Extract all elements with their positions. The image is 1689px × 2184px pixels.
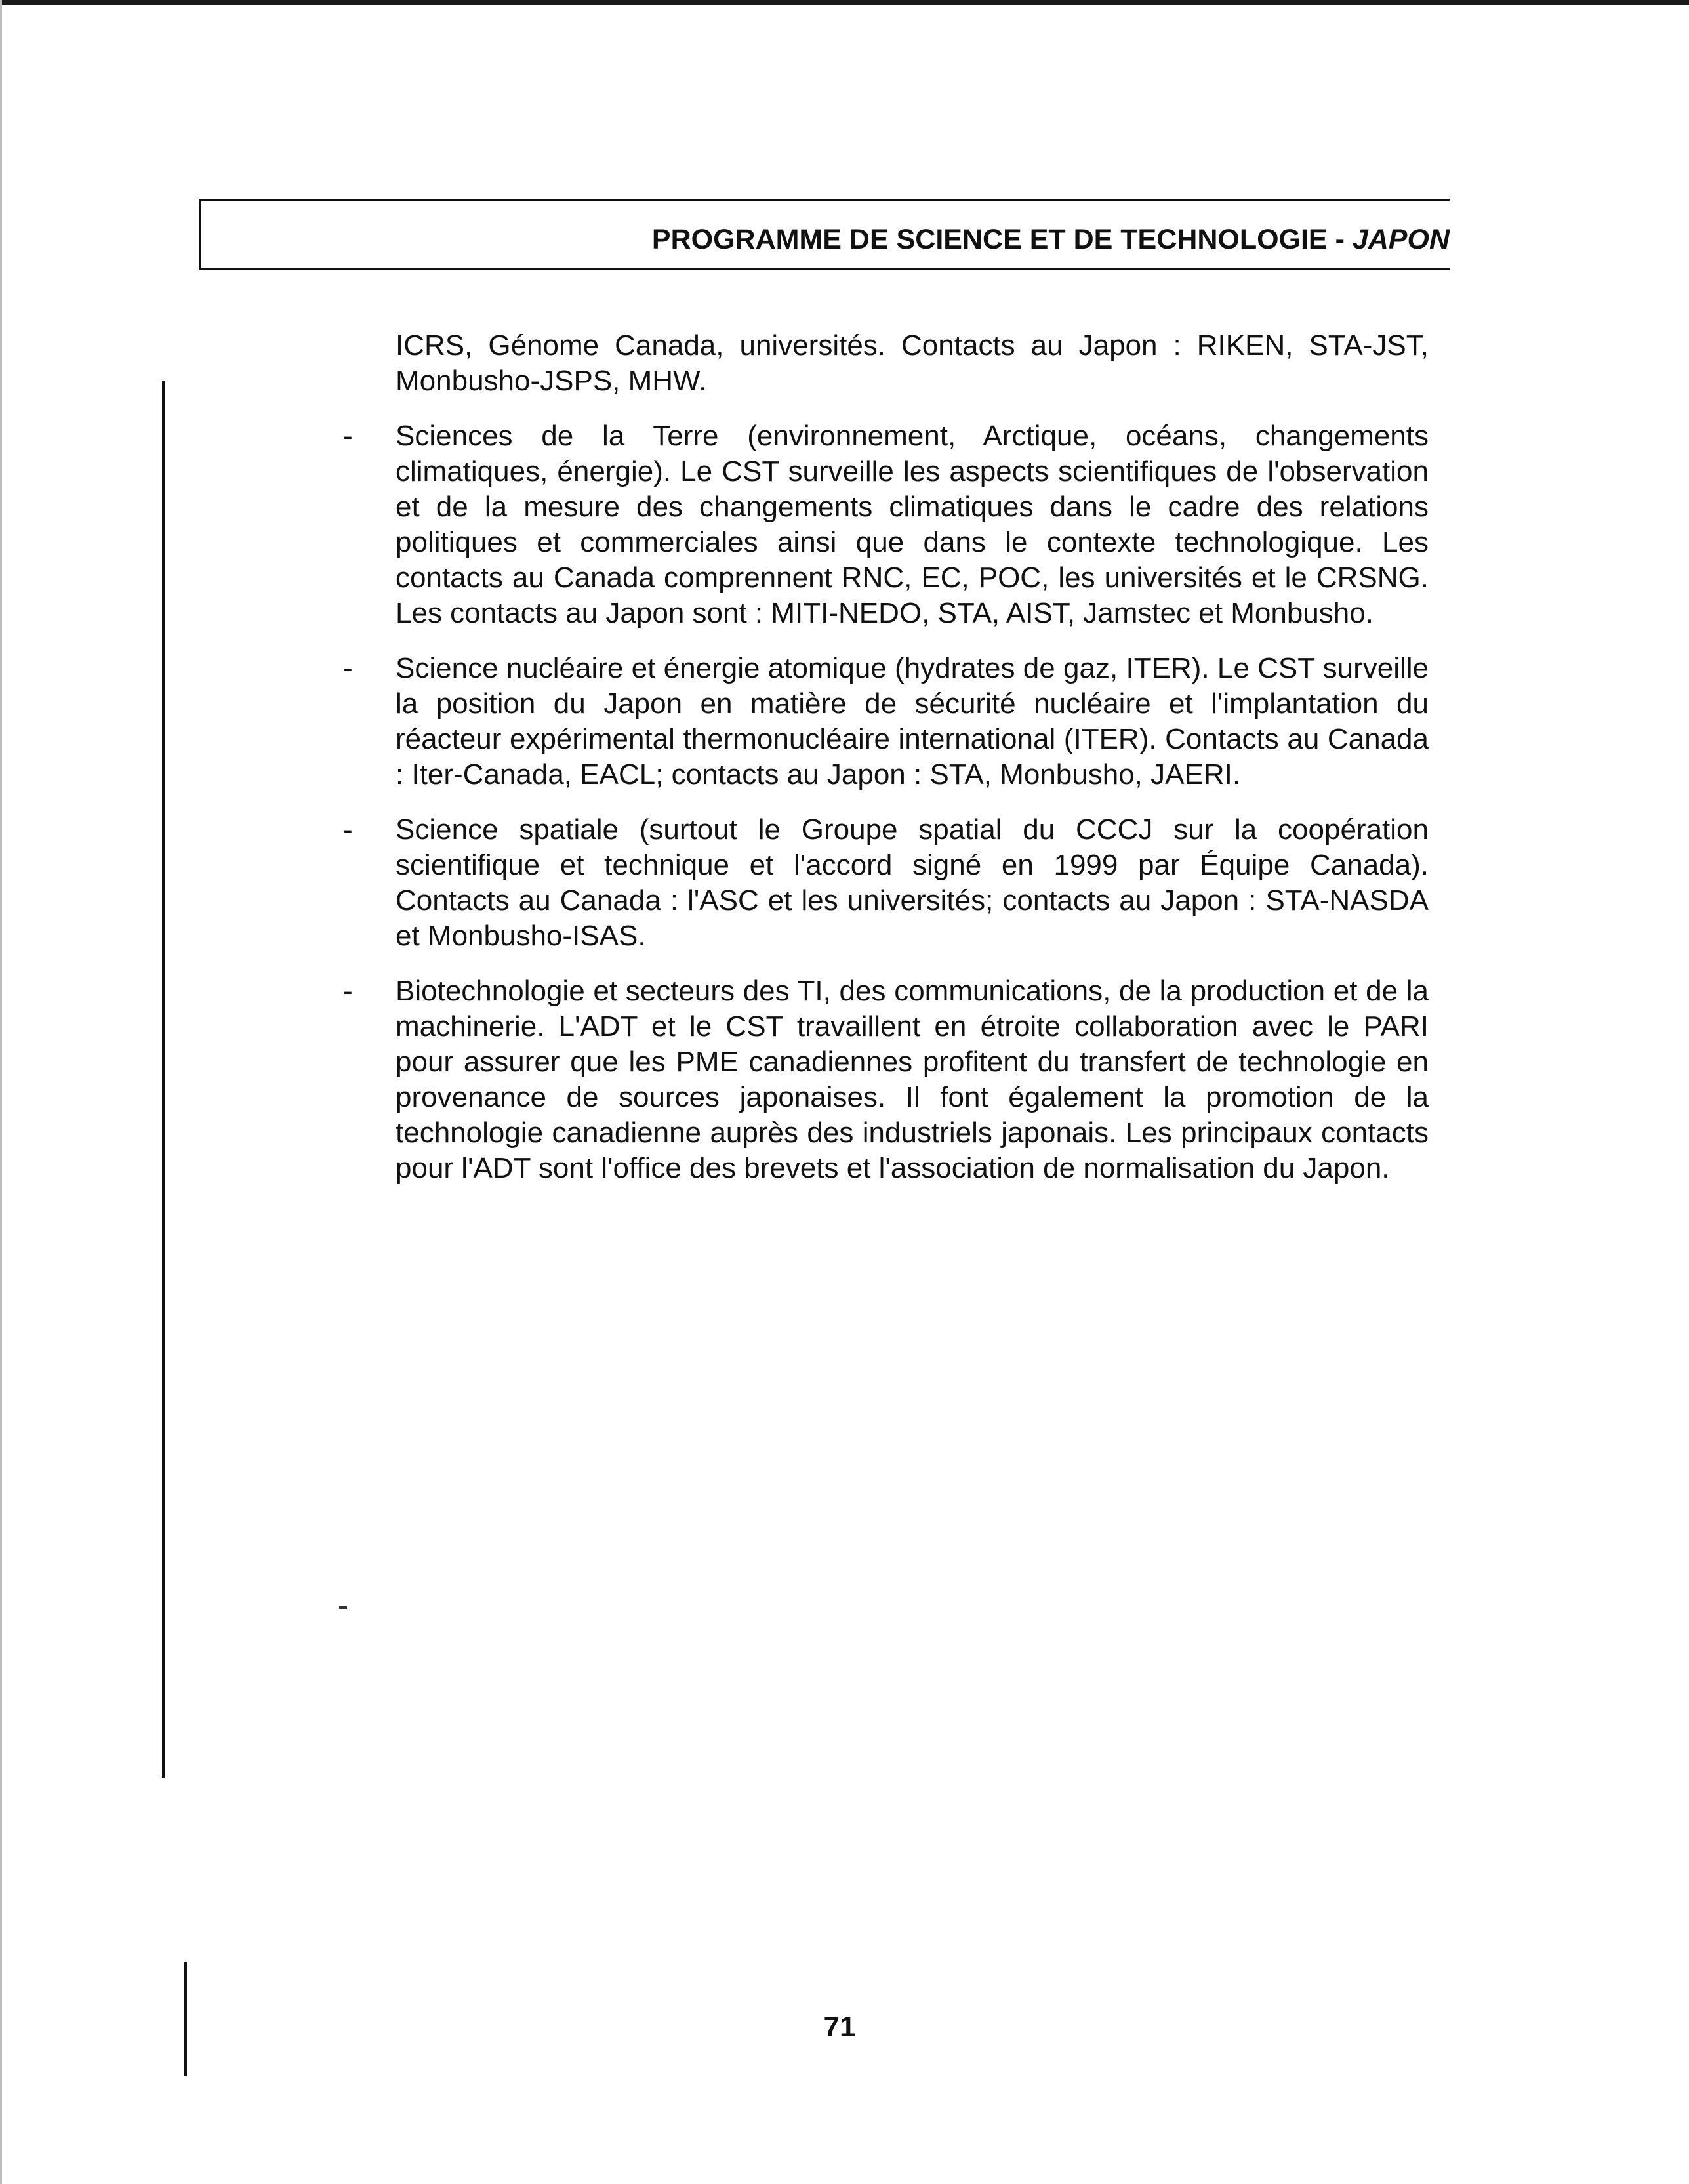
- header-rule-top: [199, 199, 1450, 201]
- bullet-text: Biotechnologie et secteurs des TI, des communications, de la production et de la machinerie. L'ADT et le CST travaillent en étroite collaboration avec le PARI pour assurer que les PME canadiennes profitent du transfert de technologie en provenance de sources japonaises. Il font également la promotion de la technologie canadienne auprès des industriels japonais. Les principaux contacts pour l'ADT sont l'office des brevets et l'association de normalisation du Japon.: [396, 975, 1429, 1184]
- bullet-biotechnology: [343, 974, 1429, 1186]
- bullet-nuclear-science: [343, 651, 1429, 793]
- bullet-text: Sciences de la Terre (environnement, Arctique, océans, changements climatiques, énergie). Le CST surveille les aspects scientifiques de l'observation et de la mesure des changements climatiques dans le cadre des relations politiques et commerciales ainsi que dans le contexte technologique. Les contacts au Canada comprennent RNC, EC, POC, les universités et le CRSNG. Les contacts au Japon sont : MITI-NEDO, STA, AIST, Jamstec et Monbusho.: [396, 420, 1429, 629]
- bullet-text: Science spatiale (surtout le Groupe spatial du CCCJ sur la coopération scientifique et technique et l'accord signé en 1999 par Équipe Canada). Contacts au Canada : l'ASC et les universités; contacts au Japon : STA-NASDA et Monbusho-ISAS.: [396, 814, 1429, 952]
- bullet-marker: -: [343, 652, 353, 684]
- bullet-text: Science nucléaire et énergie atomique (hydrates de gaz, ITER). Le CST surveille la position du Japon en matière de sécurité nucléaire et l'implantation du réacteur expérimental thermonucléaire international (ITER). Contacts au Canada : Iter-Canada, EACL; contacts au Japon : STA, Monbusho, JAERI.: [396, 652, 1429, 791]
- bullet-marker: -: [343, 420, 353, 452]
- header-country: JAPON: [1352, 224, 1450, 255]
- scan-edge-left: [0, 0, 2, 2184]
- header-separator: -: [1327, 224, 1353, 255]
- scan-edge-top: [0, 0, 1689, 5]
- margin-change-bar-lower: [184, 1962, 187, 2076]
- margin-change-bar-upper: [162, 381, 165, 1778]
- stray-scan-mark: [339, 1606, 347, 1609]
- bullet-marker: -: [343, 814, 353, 846]
- page-number: 71: [823, 2011, 856, 2043]
- intro-paragraph: ICRS, Génome Canada, universités. Contacts au Japon : RIKEN, STA-JST, Monbusho-JSPS, MHW.: [396, 329, 1429, 397]
- page-body: [343, 328, 1429, 1206]
- bullet-earth-sciences: [343, 419, 1429, 631]
- bullet-space-science: [343, 812, 1429, 954]
- bullet-marker: -: [343, 975, 353, 1007]
- running-header: [564, 220, 1450, 259]
- header-rule-bottom: [199, 268, 1450, 270]
- header-rule-left: [199, 199, 201, 270]
- header-title-text: PROGRAMME DE SCIENCE ET DE TECHNOLOGIE: [651, 224, 1328, 255]
